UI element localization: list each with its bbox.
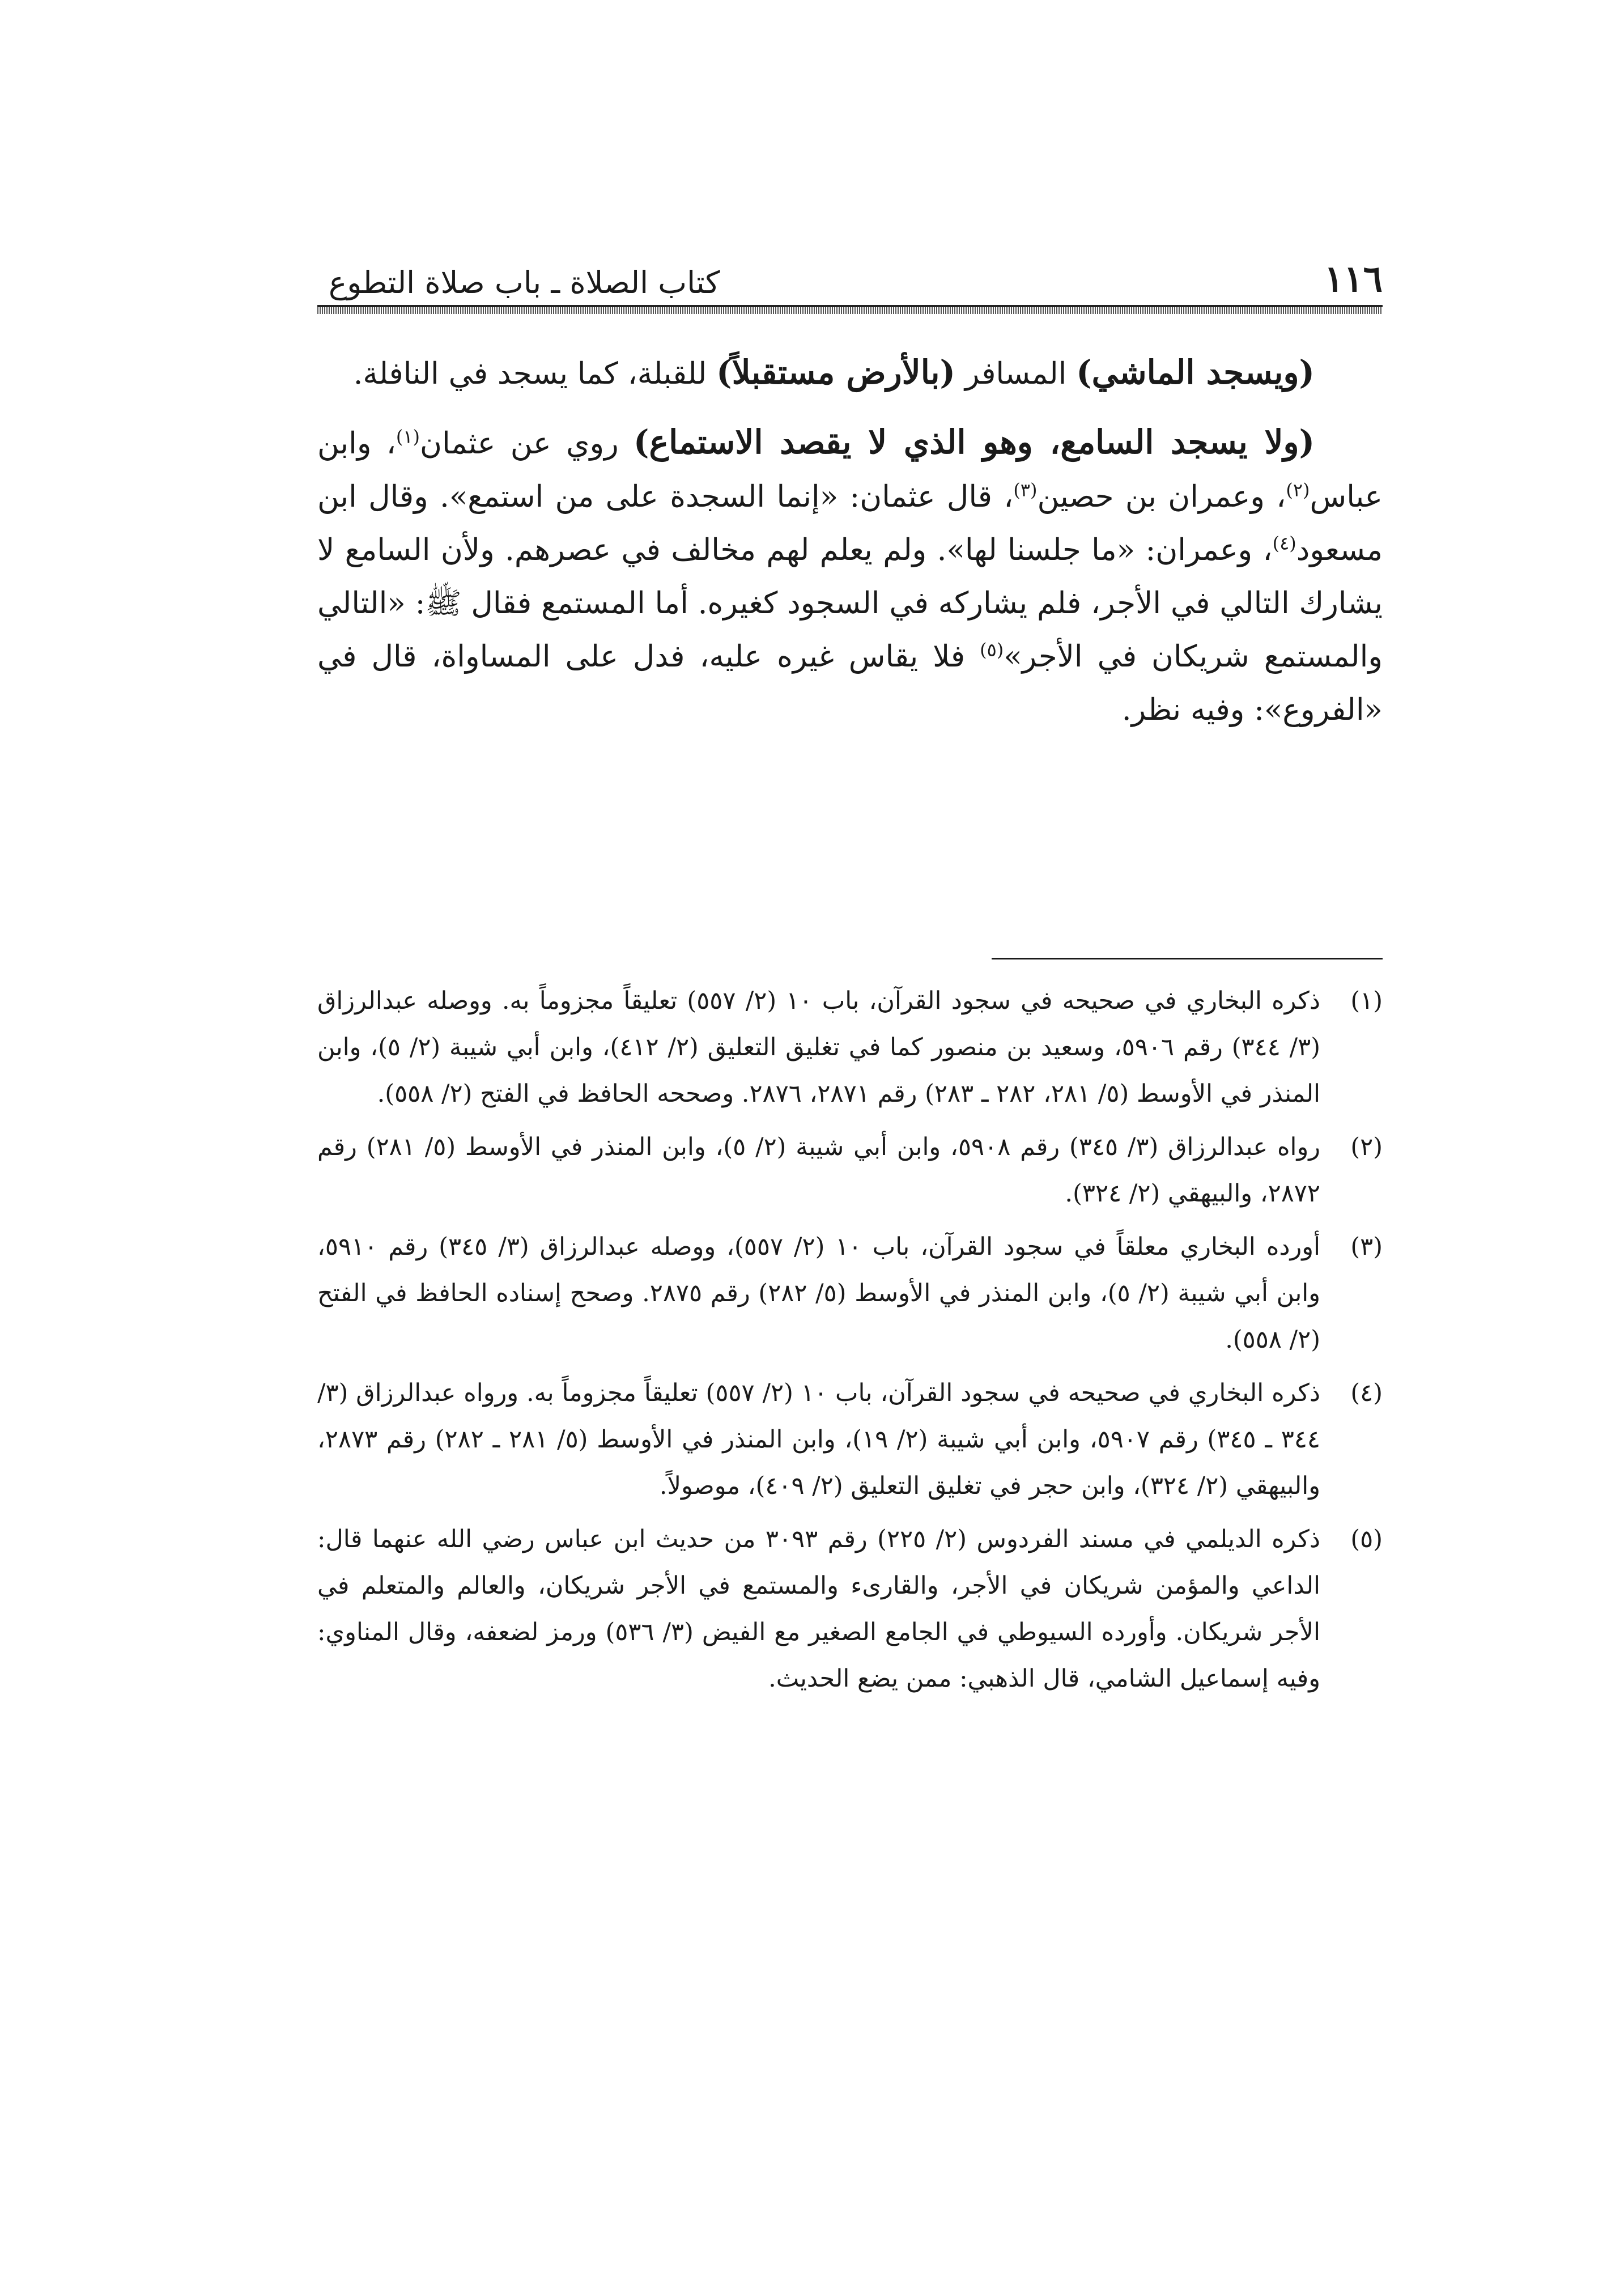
- bold-phrase: (بالأرض مستقبلاً): [716, 353, 955, 392]
- book-page: [317, 215, 1383, 2114]
- footnote-ref-2[interactable]: (٢): [1286, 479, 1310, 501]
- footnote-text: ذكره البخاري في صحيحه في سجود القرآن، باب ١٠ (٢/ ٥٥٧) تعليقاً مجزوماً به. ورواه عبدالرزاق (٣/ ٣٤٤ ـ ٣٤٥) رقم ٥٩٠٧، وابن أبي شيبة (٢/ ١٩)، وابن المنذر في الأوسط (٥/ ٢٨١ ـ ٢٨٢) رقم ٢٨٧٣، والبيهقي (٢/ ٣٢٤)، وابن حجر في تغليق التعليق (٢/ ٤٠٩)، موصولاً.: [317, 1379, 1321, 1500]
- footnote-number: (٢): [1350, 1133, 1383, 1161]
- paragraph-text: ، قال عثمان: «إنما السجدة على من استمع». وقال ابن مسعود: [317, 479, 1383, 567]
- paragraph-text: ، وعمران: «ما جلسنا لها». ولم يعلم لهم مخالف في عصرهم. ولأن السامع لا يشارك التالي في الأجر، فلم يشاركه في السجود كغيره. أما المستمع فقال ﷺ: «التالي والمستمع شريكان في الأجر»: [317, 533, 1383, 674]
- footnote-text: أورده البخاري معلقاً في سجود القرآن، باب ١٠ (٢/ ٥٥٧)، ووصله عبدالرزاق (٣/ ٣٤٥) رقم ٥٩١٠، وابن أبي شيبة (٢/ ٥)، وابن المنذر في الأوسط (٥/ ٢٨٢) رقم ٢٨٧٥. وصحح إسناده الحافظ في الفتح (٢/ ٥٥٨).: [317, 1233, 1321, 1354]
- paragraph-text: المسافر: [955, 356, 1077, 391]
- running-head: [317, 238, 1383, 300]
- footnote-4: [317, 1370, 1383, 1509]
- paragraph-1: [317, 346, 1383, 401]
- footnote-ref-5[interactable]: (٥): [980, 639, 1004, 661]
- chapter-title: كتاب الصلاة ـ باب صلاة التطوع: [329, 265, 720, 300]
- footnote-text: ذكره البخاري في صحيحه في سجود القرآن، باب ١٠ (٢/ ٥٥٧) تعليقاً مجزوماً به. ووصله عبدالرزاق (٣/ ٣٤٤) رقم ٥٩٠٦، وسعيد بن منصور كما في تغليق التعليق (٢/ ٤١٢)، وابن أبي شيبة (٢/ ٥)، وابن المنذر في الأوسط (٥/ ٢٨١، ٢٨٢ ـ ٢٨٣) رقم ٢٨٧١، ٢٨٧٦. وصححه الحافظ في الفتح (٢/ ٥٥٨).: [317, 987, 1321, 1108]
- footnotes: [317, 978, 1383, 1709]
- footnote-text: رواه عبدالرزاق (٣/ ٣٤٥) رقم ٥٩٠٨، وابن أبي شيبة (٢/ ٥)، وابن المنذر في الأوسط (٥/ ٢٨١) رقم ٢٨٧٢، والبيهقي (٢/ ٣٢٤).: [317, 1133, 1321, 1208]
- paragraph-text: للقبلة، كما يسجد في النافلة.: [353, 356, 717, 391]
- main-text: [317, 346, 1383, 751]
- paragraph-text: ، وعمران بن حصين: [1037, 479, 1286, 514]
- footnote-number: (٤): [1350, 1379, 1383, 1407]
- paragraph-2: [317, 415, 1383, 737]
- footnote-ref-1[interactable]: (١): [396, 426, 420, 448]
- footnote-separator: [992, 958, 1383, 959]
- paragraph-text: ، وابن عباس: [317, 426, 1383, 514]
- footnote-number: (٣): [1350, 1233, 1383, 1261]
- footnote-ref-3[interactable]: (٣): [1013, 479, 1038, 501]
- footnote-text: ذكره الديلمي في مسند الفردوس (٢/ ٢٢٥) رقم ٣٠٩٣ من حديث ابن عباس رضي الله عنهما قال: الداعي والمؤمن شريكان في الأجر، والقارىء والمستمع في الأجر شريكان، والعالم والمتعلم في الأجر شريكان. وأورده السيوطي في الجامع الصغير مع الفيض (٣/ ٥٣٦) ورمز لضعفه، وقال المناوي: وفيه إسماعيل الشامي، قال الذهبي: ممن يضع الحديث.: [317, 1525, 1320, 1693]
- paragraph-text: فلا يقاس غيره عليه، فدل على المساواة، قال في «الفروع»: وفيه نظر.: [317, 639, 1383, 727]
- page-number: ١١٦: [1324, 258, 1383, 300]
- bold-phrase: (ويسجد الماشي): [1076, 353, 1315, 392]
- footnote-5: [317, 1516, 1383, 1702]
- footnote-number: (٥): [1350, 1525, 1383, 1553]
- footnote-2: [317, 1124, 1383, 1217]
- paragraph-text: روي عن عثمان: [420, 426, 634, 461]
- footnote-number: (١): [1350, 987, 1383, 1015]
- footnote-1: [317, 978, 1383, 1117]
- footnote-3: [317, 1224, 1383, 1363]
- bold-phrase: (ولا يسجد السامع، وهو الذي لا يقصد الاستماع): [634, 423, 1315, 461]
- header-rule: [317, 305, 1383, 314]
- footnote-ref-4[interactable]: (٤): [1272, 532, 1296, 554]
